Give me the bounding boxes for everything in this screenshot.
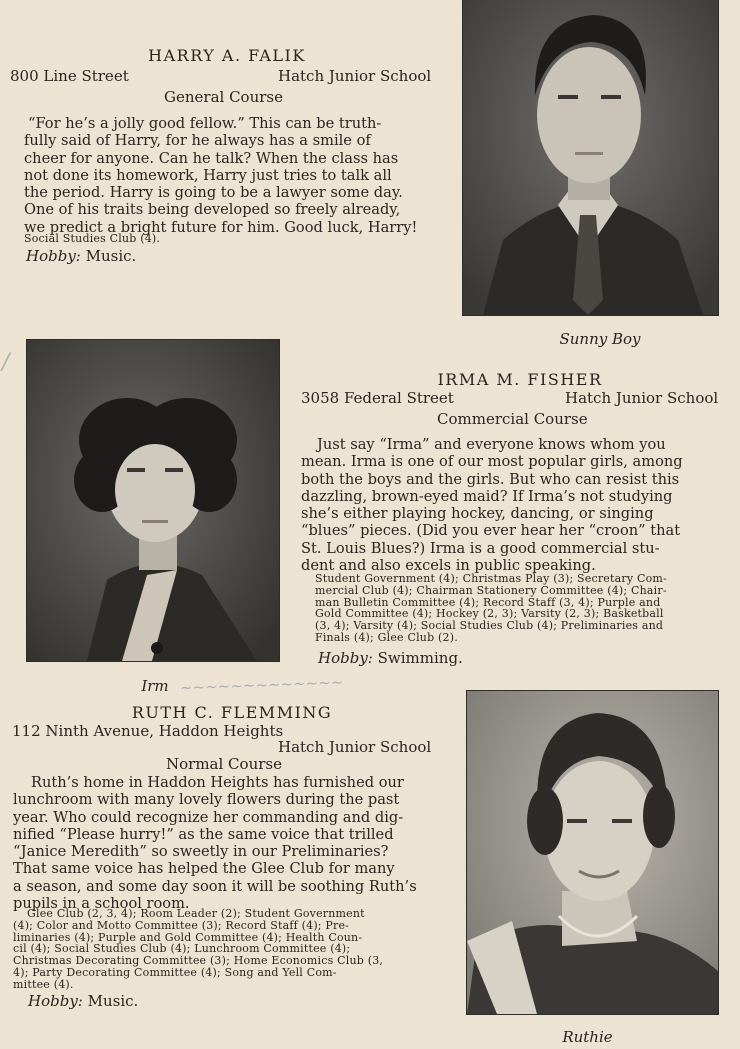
entry-3-name: RUTH C. FLEMMING <box>131 703 333 722</box>
hobby-label: Hobby: <box>318 649 373 667</box>
entry-3-line: pupils in a school room. <box>13 895 190 913</box>
entry-1-line: the period. Harry is going to be a lawyer some day. <box>24 184 403 202</box>
photo-irma-portrait <box>27 340 279 661</box>
caption-sunny-boy: Sunny Boy <box>559 330 641 348</box>
entry-2-line: Just say “Irma” and everyone knows whom you <box>317 436 666 453</box>
entry-2-name: IRMA M. FISHER <box>437 370 603 389</box>
entry-3-line: a season, and some day soon it will be soothing Ruth’s <box>13 877 417 895</box>
caption-ruthie: Ruthie <box>562 1028 613 1046</box>
photo-ruth-portrait <box>467 691 718 1014</box>
entry-1-paragraph <box>24 115 442 236</box>
entry-3-line: nified “Please hurry!” as the same voice that trilled <box>13 825 394 843</box>
entry-1-line: “For he’s a jolly good fellow.” This can be truth- <box>28 115 382 132</box>
entry-1-line: One of his traits being developed so freely already, <box>24 201 401 219</box>
entry-1-address: 800 Line Street <box>10 67 129 85</box>
entry-3-activities <box>13 908 443 991</box>
entry-2-paragraph <box>301 436 733 574</box>
entry-2-course: Commercial Course <box>437 410 588 428</box>
entry-2-line: both the boys and the girls. But who can resist this <box>301 470 680 488</box>
entry-2-line: St. Louis Blues?) Irma is a good commercial stu- <box>301 539 660 557</box>
entry-3-paragraph <box>13 774 443 912</box>
entry-1-name: HARRY A. FALIK <box>148 46 306 65</box>
entry-3-activity-line: Glee Club (2, 3, 4); Room Leader (2); Student Government <box>27 907 365 920</box>
entry-1-course: General Course <box>164 88 283 106</box>
entry-2-address: 3058 Federal Street <box>301 389 454 407</box>
entry-2-activity-line: Student Government (4); Christmas Play (3); Secretary Com- <box>315 572 667 585</box>
entry-2-activity-line: man Bulletin Committee (4); Record Staff (3, 4); Purple and <box>315 595 661 609</box>
entry-2-activity-line: Finals (4); Glee Club (2). <box>315 630 458 644</box>
entry-3-line: year. Who could recognize her commanding and dig- <box>13 808 404 826</box>
hobby-value: Music. <box>85 247 137 265</box>
entry-3-activity-line: liminaries (4); Purple and Gold Committee (4); Health Coun- <box>13 930 363 944</box>
pencil-scribble: ~~~~~~~~~~~~~ <box>179 673 344 697</box>
entry-3-address: 112 Ninth Avenue, Haddon Heights <box>12 722 284 740</box>
photo-harry-portrait <box>463 0 718 315</box>
entry-1-activities: Social Studies Club (4). <box>24 232 161 245</box>
hobby-label: Hobby: <box>28 992 83 1010</box>
entry-3-activity-line: (4); Color and Motto Committee (3); Record Staff (4); Pre- <box>13 918 350 932</box>
entry-3-line: lunchroom with many lovely flowers during the past <box>13 791 400 809</box>
entry-1-line: not done its homework, Harry just tries to talk all <box>24 166 392 184</box>
entry-2-activity-line: (3, 4); Varsity (4); Social Studies Club (4); Preliminaries and <box>315 619 664 633</box>
hobby-label: Hobby: <box>26 247 81 265</box>
entry-2-activity-line: mercial Club (4); Chairman Stationery Committee (4); Chair- <box>315 583 667 597</box>
entry-3-line: “Janice Meredith” so sweetly in our Preliminaries? <box>13 843 389 861</box>
entry-3-line: Ruth’s home in Haddon Heights has furnished our <box>31 774 404 791</box>
entry-1-school: Hatch Junior School <box>278 67 432 85</box>
entry-2-line: dent and also excels in public speaking. <box>301 557 596 575</box>
entry-1-line: cheer for anyone. Can he talk? When the class has <box>24 149 399 167</box>
hobby-value: Swimming. <box>377 649 463 667</box>
entry-2-activities <box>315 573 733 644</box>
entry-1-hobby <box>26 247 136 265</box>
entry-3-course: Normal Course <box>166 755 282 773</box>
entry-3-line: That same voice has helped the Glee Club for many <box>13 860 395 878</box>
entry-2-line: she’s either playing hockey, dancing, or singing <box>301 505 654 523</box>
entry-3-activity-line: Christmas Decorating Committee (3); Home Economics Club (3, <box>13 954 384 968</box>
entry-3-hobby <box>28 992 138 1010</box>
entry-3-school: Hatch Junior School <box>278 738 432 756</box>
entry-1-line: fully said of Harry, for he always has a smile of <box>24 132 371 150</box>
entry-1-line: we predict a bright future for him. Good luck, Harry! <box>24 218 418 236</box>
entry-3-activity-line: mittee (4). <box>13 977 74 991</box>
entry-2-line: mean. Irma is one of our most popular girls, among <box>301 453 683 471</box>
hobby-value: Music. <box>87 992 139 1010</box>
caption-irm: Irm <box>141 677 169 695</box>
pencil-margin-mark: / <box>2 350 10 375</box>
entry-2-hobby <box>318 649 463 667</box>
entry-3-activity-line: cil (4); Social Studies Club (4); Lunchroom Committee (4); <box>13 942 351 956</box>
entry-2-line: “blues” pieces. (Did you ever hear her “croon” that <box>301 522 681 540</box>
entry-2-activity-line: Gold Committee (4); Hockey (2, 3); Varsity (2, 3); Basketball <box>315 607 664 621</box>
entry-2-line: dazzling, brown-eyed maid? If Irma’s not studying <box>301 487 673 505</box>
entry-3-activity-line: 4); Party Decorating Committee (4); Song and Yell Com- <box>13 965 337 979</box>
entry-2-school: Hatch Junior School <box>565 389 719 407</box>
